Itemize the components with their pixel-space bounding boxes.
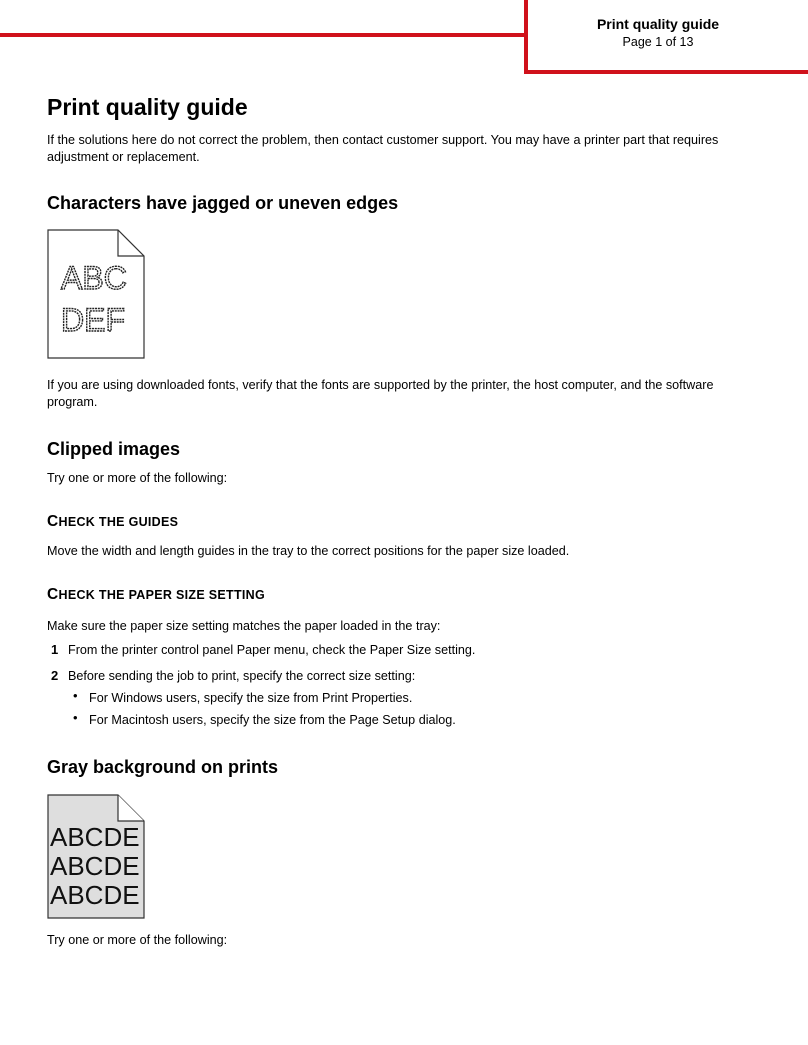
header-page-number: Page 1 of 13 — [622, 35, 694, 49]
jagged-line-2: DEF — [61, 302, 125, 338]
subheading-first-letter: C — [47, 513, 59, 530]
gray-background-illustration — [47, 794, 146, 920]
step-text: From the printer control panel Paper menu, check the Paper Size setting. — [68, 643, 476, 657]
step-text: Before sending the job to print, specify the correct size setting: — [68, 669, 416, 683]
gray-line-1: ABCDE — [50, 822, 140, 852]
section-heading-jagged: Characters have jagged or uneven edges — [47, 193, 399, 213]
subheading-check-guides — [47, 513, 178, 531]
section-heading-gray: Gray background on prints — [47, 757, 279, 777]
bullet-text: For Macintosh users, specify the size from the Page Setup dialog. — [89, 713, 456, 727]
jagged-text: If you are using downloaded fonts, verify that the fonts are supported by the printer, the host computer, and the software program. — [47, 378, 714, 409]
bullet-dot: • — [73, 710, 78, 725]
intro-text: If the solutions here do not correct the problem, then contact customer support. You may have a printer part that requires adjustment or replacement. — [47, 133, 719, 164]
section-heading-clipped: Clipped images — [47, 439, 181, 459]
bullet-text: For Windows users, specify the size from Print Properties. — [89, 691, 413, 705]
subheading-rest: HECK THE PAPER SIZE SETTING — [58, 588, 266, 602]
clipped-intro: Try one or more of the following: — [47, 471, 228, 485]
header-red-box-bottom — [524, 70, 808, 74]
check-guides-text: Move the width and length guides in the tray to the correct positions for the paper size loaded. — [47, 544, 570, 558]
page-title: Print quality guide — [47, 94, 248, 120]
subheading-first-letter: C — [47, 586, 59, 603]
gray-intro: Try one or more of the following: — [47, 933, 228, 947]
subheading-check-paper-size — [47, 586, 265, 604]
header-title: Print quality guide — [596, 16, 720, 32]
bullet-dot: • — [73, 688, 78, 703]
step-number: 2 — [51, 668, 59, 683]
gray-line-3: ABCDE — [50, 880, 140, 910]
check-paper-size-text: Make sure the paper size setting matches the paper loaded in the tray: — [47, 619, 441, 633]
header-red-line — [0, 33, 527, 37]
jagged-line-1: ABC — [61, 260, 127, 296]
jagged-text-illustration — [47, 229, 146, 360]
subheading-rest: HECK THE GUIDES — [58, 515, 179, 529]
gray-line-2: ABCDE — [50, 851, 140, 881]
step-number: 1 — [51, 642, 59, 657]
